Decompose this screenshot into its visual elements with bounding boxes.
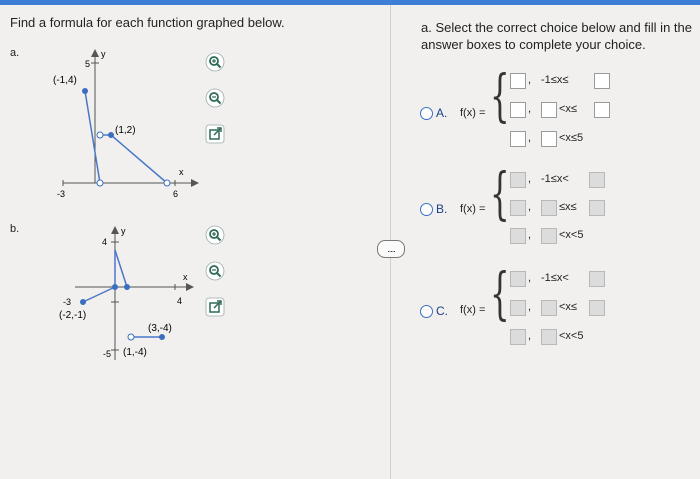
choice-b-ineq-3: <x<5: [559, 229, 584, 241]
graph-b-point-closed-3: [124, 284, 130, 290]
choice-c[interactable]: C. f(x) = { , -1≤x< , <x≤ , <x<5: [398, 263, 700, 353]
choice-c-box-3b[interactable]: [541, 329, 557, 345]
graph-a-tick-x-pos: 6: [173, 189, 179, 199]
question-title: Find a formula for each function graphed below.: [10, 15, 285, 30]
choice-a-letter: A.: [436, 106, 448, 120]
answer-prompt: a. Select the correct choice below and fill in the answer boxes to complete your choice.: [421, 20, 692, 52]
choice-b-radio[interactable]: [420, 203, 433, 216]
choice-a[interactable]: A. f(x) = { , -1≤x≤ , <x≤ , <x≤5: [398, 65, 700, 155]
graph-a-point-closed-1: [82, 88, 88, 94]
choice-b-box-3a[interactable]: [510, 228, 526, 244]
choice-a-box-2b[interactable]: [541, 102, 557, 118]
graph-b-point-closed-4: [159, 334, 165, 340]
graph-a-point-open-1: [97, 132, 103, 138]
choice-b-letter: B.: [436, 202, 448, 216]
graph-b-tick-x-pos: 4: [177, 296, 183, 306]
choice-b-box-2a[interactable]: [510, 200, 526, 216]
part-b-label: b.: [10, 223, 20, 235]
graph-a-point-open-3: [164, 180, 170, 186]
choice-b[interactable]: B. f(x) = { , -1≤x< , ≤x≤ , <x<5: [398, 167, 700, 257]
graph-b-x-arrow: [186, 283, 194, 291]
left-pane: [0, 5, 390, 479]
choice-c-box-2c[interactable]: [589, 300, 605, 316]
graph-a-point-label-1: (-1,4): [53, 75, 77, 86]
graph-a: [45, 43, 205, 208]
choice-c-ineq-2: <x≤: [559, 301, 577, 313]
graph-a-y-arrow: [91, 49, 99, 57]
choice-c-box-3a[interactable]: [510, 329, 526, 345]
choice-b-fx: f(x) =: [460, 203, 486, 215]
zoom-in-icon[interactable]: [205, 225, 225, 245]
graph-b-point-open-1: [128, 334, 134, 340]
right-pane: [398, 5, 700, 479]
choice-a-ineq-3: <x≤5: [559, 132, 584, 144]
choice-a-ineq-1: -1≤x≤: [541, 74, 569, 86]
graph-a-tick-y: 5: [85, 59, 91, 69]
graph-b-point-closed-2: [112, 284, 118, 290]
choice-a-radio[interactable]: [420, 107, 433, 120]
choice-a-box-1b[interactable]: [594, 73, 610, 89]
choice-a-box-1a[interactable]: [510, 73, 526, 89]
zoom-out-icon[interactable]: [205, 261, 225, 281]
graph-b: [55, 220, 205, 370]
pane-resize-handle[interactable]: .....: [377, 240, 405, 258]
zoom-out-icon[interactable]: [205, 88, 225, 108]
choice-a-box-3b[interactable]: [541, 131, 557, 147]
choice-b-box-2b[interactable]: [541, 200, 557, 216]
graph-b-segment-3: [115, 250, 127, 287]
zoom-in-icon[interactable]: [205, 52, 225, 72]
open-external-icon[interactable]: [205, 124, 225, 144]
choice-b-box-3b[interactable]: [541, 228, 557, 244]
graph-a-tools: [205, 52, 229, 160]
graph-a-point-open-2: [97, 180, 103, 186]
choice-c-box-2a[interactable]: [510, 300, 526, 316]
graph-a-segment-3: [111, 135, 167, 183]
choice-c-fx: f(x) =: [460, 304, 486, 316]
choice-a-ineq-2: <x≤: [559, 103, 577, 115]
choice-c-box-1b[interactable]: [589, 271, 605, 287]
graph-a-point-closed-2: [108, 132, 114, 138]
graph-b-point-label-2: (3,-4): [148, 323, 172, 334]
choice-c-ineq-3: <x<5: [559, 330, 584, 342]
choice-a-box-2c[interactable]: [594, 102, 610, 118]
graph-b-point-label-3: (1,-4): [123, 347, 147, 358]
choice-a-box-3a[interactable]: [510, 131, 526, 147]
graph-b-tick-y-neg5: -5: [103, 349, 112, 359]
choice-b-box-2c[interactable]: [589, 200, 605, 216]
choice-a-box-2a[interactable]: [510, 102, 526, 118]
graph-a-x-label: x: [179, 167, 184, 177]
graph-a-y-label: y: [101, 49, 106, 59]
choice-b-ineq-2: ≤x≤: [559, 201, 577, 213]
graph-a-x-arrow: [191, 179, 199, 187]
graph-b-tools: [205, 225, 229, 333]
graph-b-x-label: x: [183, 272, 188, 282]
graph-a-tick-x-neg: -3: [57, 189, 66, 199]
choice-b-brace: {: [490, 162, 510, 227]
graph-b-segment-1: [83, 287, 115, 302]
graph-b-tick-y-neg3: -3: [63, 297, 72, 307]
graph-b-point-label-1: (-2,-1): [59, 310, 87, 321]
choice-a-fx: f(x) =: [460, 107, 486, 119]
open-external-icon[interactable]: [205, 297, 225, 317]
choice-b-ineq-1: -1≤x<: [541, 173, 569, 185]
graph-a-point-label-2: (1,2): [115, 125, 136, 136]
choice-a-brace: {: [490, 64, 510, 129]
choice-c-box-2b[interactable]: [541, 300, 557, 316]
part-a-label: a.: [10, 47, 20, 59]
choice-c-box-1a[interactable]: [510, 271, 526, 287]
graph-b-y-arrow: [111, 226, 119, 234]
choice-c-letter: C.: [436, 304, 448, 318]
choice-b-box-1a[interactable]: [510, 172, 526, 188]
graph-b-tick-y-pos: 4: [102, 237, 108, 247]
choice-c-ineq-1: -1≤x<: [541, 272, 569, 284]
choice-b-box-1b[interactable]: [589, 172, 605, 188]
graph-b-point-closed-1: [80, 299, 86, 305]
choice-c-brace: {: [490, 262, 510, 327]
graph-b-y-label: y: [121, 226, 126, 236]
choice-c-radio[interactable]: [420, 305, 433, 318]
